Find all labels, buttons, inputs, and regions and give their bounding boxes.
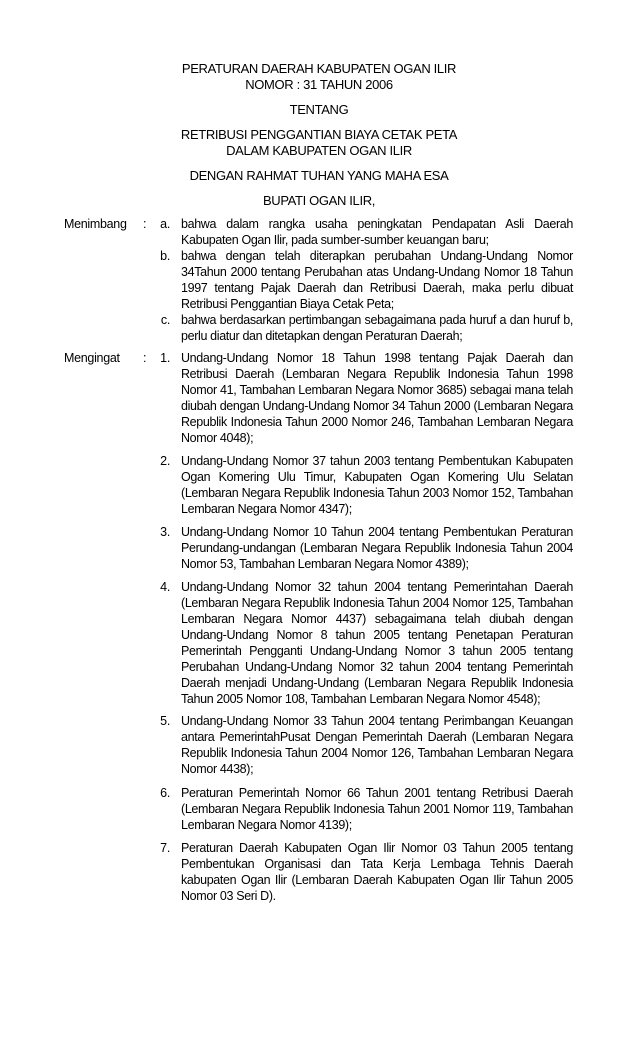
mengingat-item-3: Undang-Undang Nomor 10 Tahun 2004 tentang Pembentukan Peraturan Perundang-undangan (Lembaran Negara Republik Indonesia Tahun 2004 Nomor 53, Tambahan Lembaran Negara Nomor 4389); [181, 525, 573, 571]
menimbang-marker-c: c. [160, 313, 170, 327]
mengingat-marker-6: 6. [160, 786, 170, 800]
mengingat-item-6: Peraturan Pemerintah Nomor 66 Tahun 2001 tentang Retribusi Daerah (Lembaran Negara Republik Indonesia Tahun 2001 Nomor 119, Tambahan Lembaran Negara Nomor 4139); [181, 786, 573, 832]
invocation: DENGAN RAHMAT TUHAN YANG MAHA ESA [189, 168, 449, 183]
menimbang-colon: : [143, 217, 147, 231]
mengingat-item-1: Undang-Undang Nomor 18 Tahun 1998 tentang Pajak Daerah dan Retribusi Daerah (Lembaran Negara Republik Indonesia Tahun 1998 Nomor 41, Tambahan Lembaran Negara Nomor 3685) sebagai mana telah diubah dengan Undang-Undang Nomor 34 Tahun 2000 (Lembaran Negara Republik Indonesia Tahun 2000 Nomor 246, Tambahan Lembaran Negara Nomor 4048); [181, 351, 573, 445]
mengingat-item-2: Undang-Undang Nomor 37 tahun 2003 tentang Pembentukan Kabupaten Ogan Komering Ulu Timur, Kabupaten Ogan Komering Ulu Selatan (Lembaran Negara Republik Indonesia Tahun 2003 Nomor 152, Tambahan Lembaran Negara Nomor 4347); [181, 454, 573, 516]
regulation-number: NOMOR : 31 TAHUN 2006 [245, 77, 393, 92]
mengingat-item-5: Undang-Undang Nomor 33 Tahun 2004 tentang Perimbangan Keuangan antara PemerintahPusat Dengan Pemerintah Daerah (Lembaran Negara Republik Indonesia Tahun 2004 Nomor 126, Tambahan Lembaran Negara Nomor 4438); [181, 714, 573, 776]
regulation-title: PERATURAN DAERAH KABUPATEN OGAN ILIR [181, 61, 457, 76]
menimbang-marker-a: a. [160, 217, 170, 231]
mengingat-marker-2: 2. [160, 454, 170, 468]
mengingat-marker-7: 7. [160, 841, 170, 855]
menimbang-item-a: bahwa dalam rangka usaha peningkatan Pendapatan Asli Daerah Kabupaten Ogan Ilir, pada sumber-sumber keuangan baru; [181, 217, 573, 247]
mengingat-marker-5: 5. [160, 714, 170, 728]
menimbang-item-b: bahwa dengan telah diterapkan perubahan Undang-Undang Nomor 34Tahun 2000 tentang Perubahan atas Undang-Undang Nomor 18 Tahun 1997 tentang Pajak Daerah dan Retribusi Daerah, maka perlu dibuat Retribusi Penggantian Biaya Cetak Peta; [181, 249, 573, 311]
menimbang-item-c: bahwa berdasarkan pertimbangan sebagaimana pada huruf a dan huruf b, perlu diatur dan ditetapkan dengan Peraturan Daerah; [181, 313, 573, 343]
menimbang-marker-b: b. [160, 249, 170, 263]
authority-line: BUPATI OGAN ILIR, [262, 193, 376, 208]
mengingat-colon: : [143, 351, 147, 365]
mengingat-marker-3: 3. [160, 525, 170, 539]
mengingat-item-7: Peraturan Daerah Kabupaten Ogan Ilir Nomor 03 Tahun 2005 tentang Pembentukan Organisasi dan Tata Kerja Lembaga Tehnis Daerah kabupaten Ogan Ilir (Lembaran Daerah Kabupaten Ogan Ilir Tahun 2005 Nomor 03 Seri D). [181, 841, 573, 903]
mengingat-marker-1: 1. [160, 351, 170, 365]
menimbang-label: Menimbang [64, 217, 127, 231]
mengingat-item-4: Undang-Undang Nomor 32 tahun 2004 tentang Pemerintahan Daerah (Lembaran Negara Republik Indonesia Tahun 2004 Nomor 125, Tambahan Lembaran Negara Nomor 4437) sebagaimana telah diubah dengan Undang-Undang Nomor 8 tahun 2005 tentang Penetapan Peraturan Pemerintah Pengganti Undang-Undang Nomor 3 tahun 2005 tentang Perubahan Undang-Undang Nomor 32 tahun 2004 tentang Pemerintah Daerah menjadi Undang-Undang (Lembaran Negara Republik Indonesia Tahun 2005 Nomor 108, Tambahan Lembaran Negara Nomor 4548); [181, 580, 573, 706]
mengingat-marker-4: 4. [160, 580, 170, 594]
subject-line-1: RETRIBUSI PENGGANTIAN BIAYA CETAK PETA [180, 127, 458, 142]
subject-line-2: DALAM KABUPATEN OGAN ILIR [226, 143, 412, 158]
tentang-heading: TENTANG [289, 102, 349, 117]
mengingat-label: Mengingat [64, 351, 120, 365]
